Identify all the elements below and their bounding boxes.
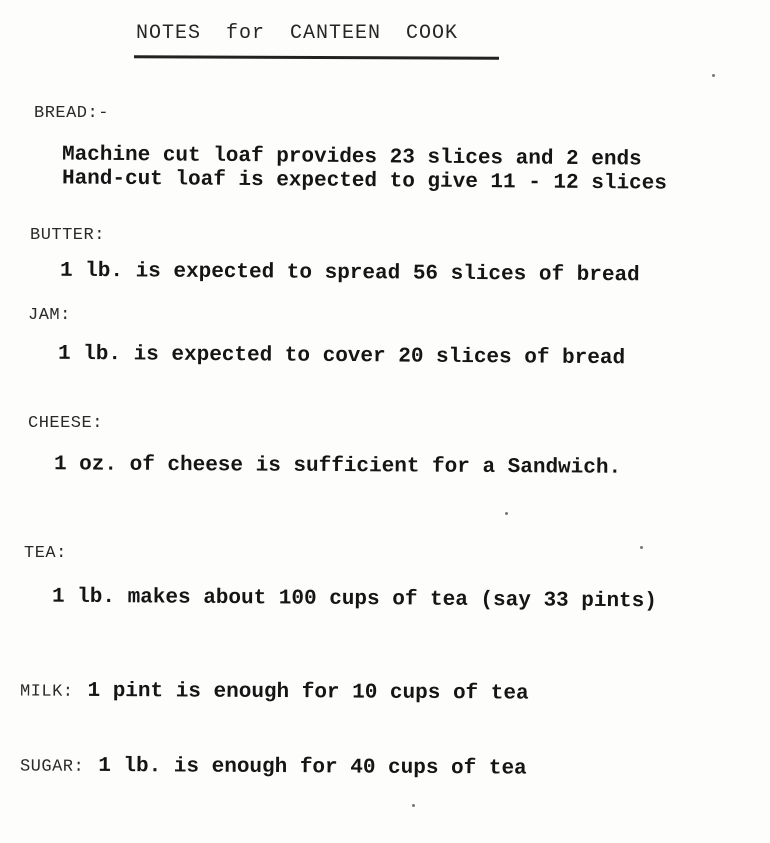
jam-line: 1 lb. is expected to cover 20 slices of bread <box>57 342 626 371</box>
paper-speck <box>412 804 415 807</box>
butter-line: 1 lb. is expected to spread 56 slices of bread <box>59 259 640 288</box>
milk-line: 1 pint is enough for 10 cups of tea <box>87 679 529 706</box>
paper-speck <box>640 546 643 549</box>
butter-heading: BUTTER: <box>30 226 105 245</box>
tea-line: 1 lb. makes about 100 cups of tea (say 33 pints) <box>51 585 657 614</box>
sugar-line: 1 lb. is enough for 40 cups of tea <box>98 754 527 781</box>
bread-line-hand-cut: Hand-cut loaf is expected to give 11 - 12 slices <box>61 167 667 196</box>
sugar-label: SUGAR: <box>19 757 85 777</box>
paper-speck <box>712 74 715 77</box>
bread-line-machine-cut: Machine cut loaf provides 23 slices and 2 ends <box>61 143 642 172</box>
cheese-line: 1 oz. of cheese is sufficient for a Sandwich. <box>53 453 622 480</box>
cheese-heading: CHEESE: <box>28 414 103 433</box>
jam-heading: JAM: <box>28 306 71 325</box>
sugar-row <box>20 754 527 780</box>
tea-heading: TEA: <box>24 544 67 563</box>
milk-row <box>20 679 529 705</box>
page-title: NOTES for CANTEEN COOK <box>136 22 459 45</box>
bread-heading: BREAD:- <box>34 104 109 123</box>
paper-speck <box>505 512 508 515</box>
title-underline <box>134 55 499 60</box>
milk-label: MILK: <box>19 682 74 702</box>
